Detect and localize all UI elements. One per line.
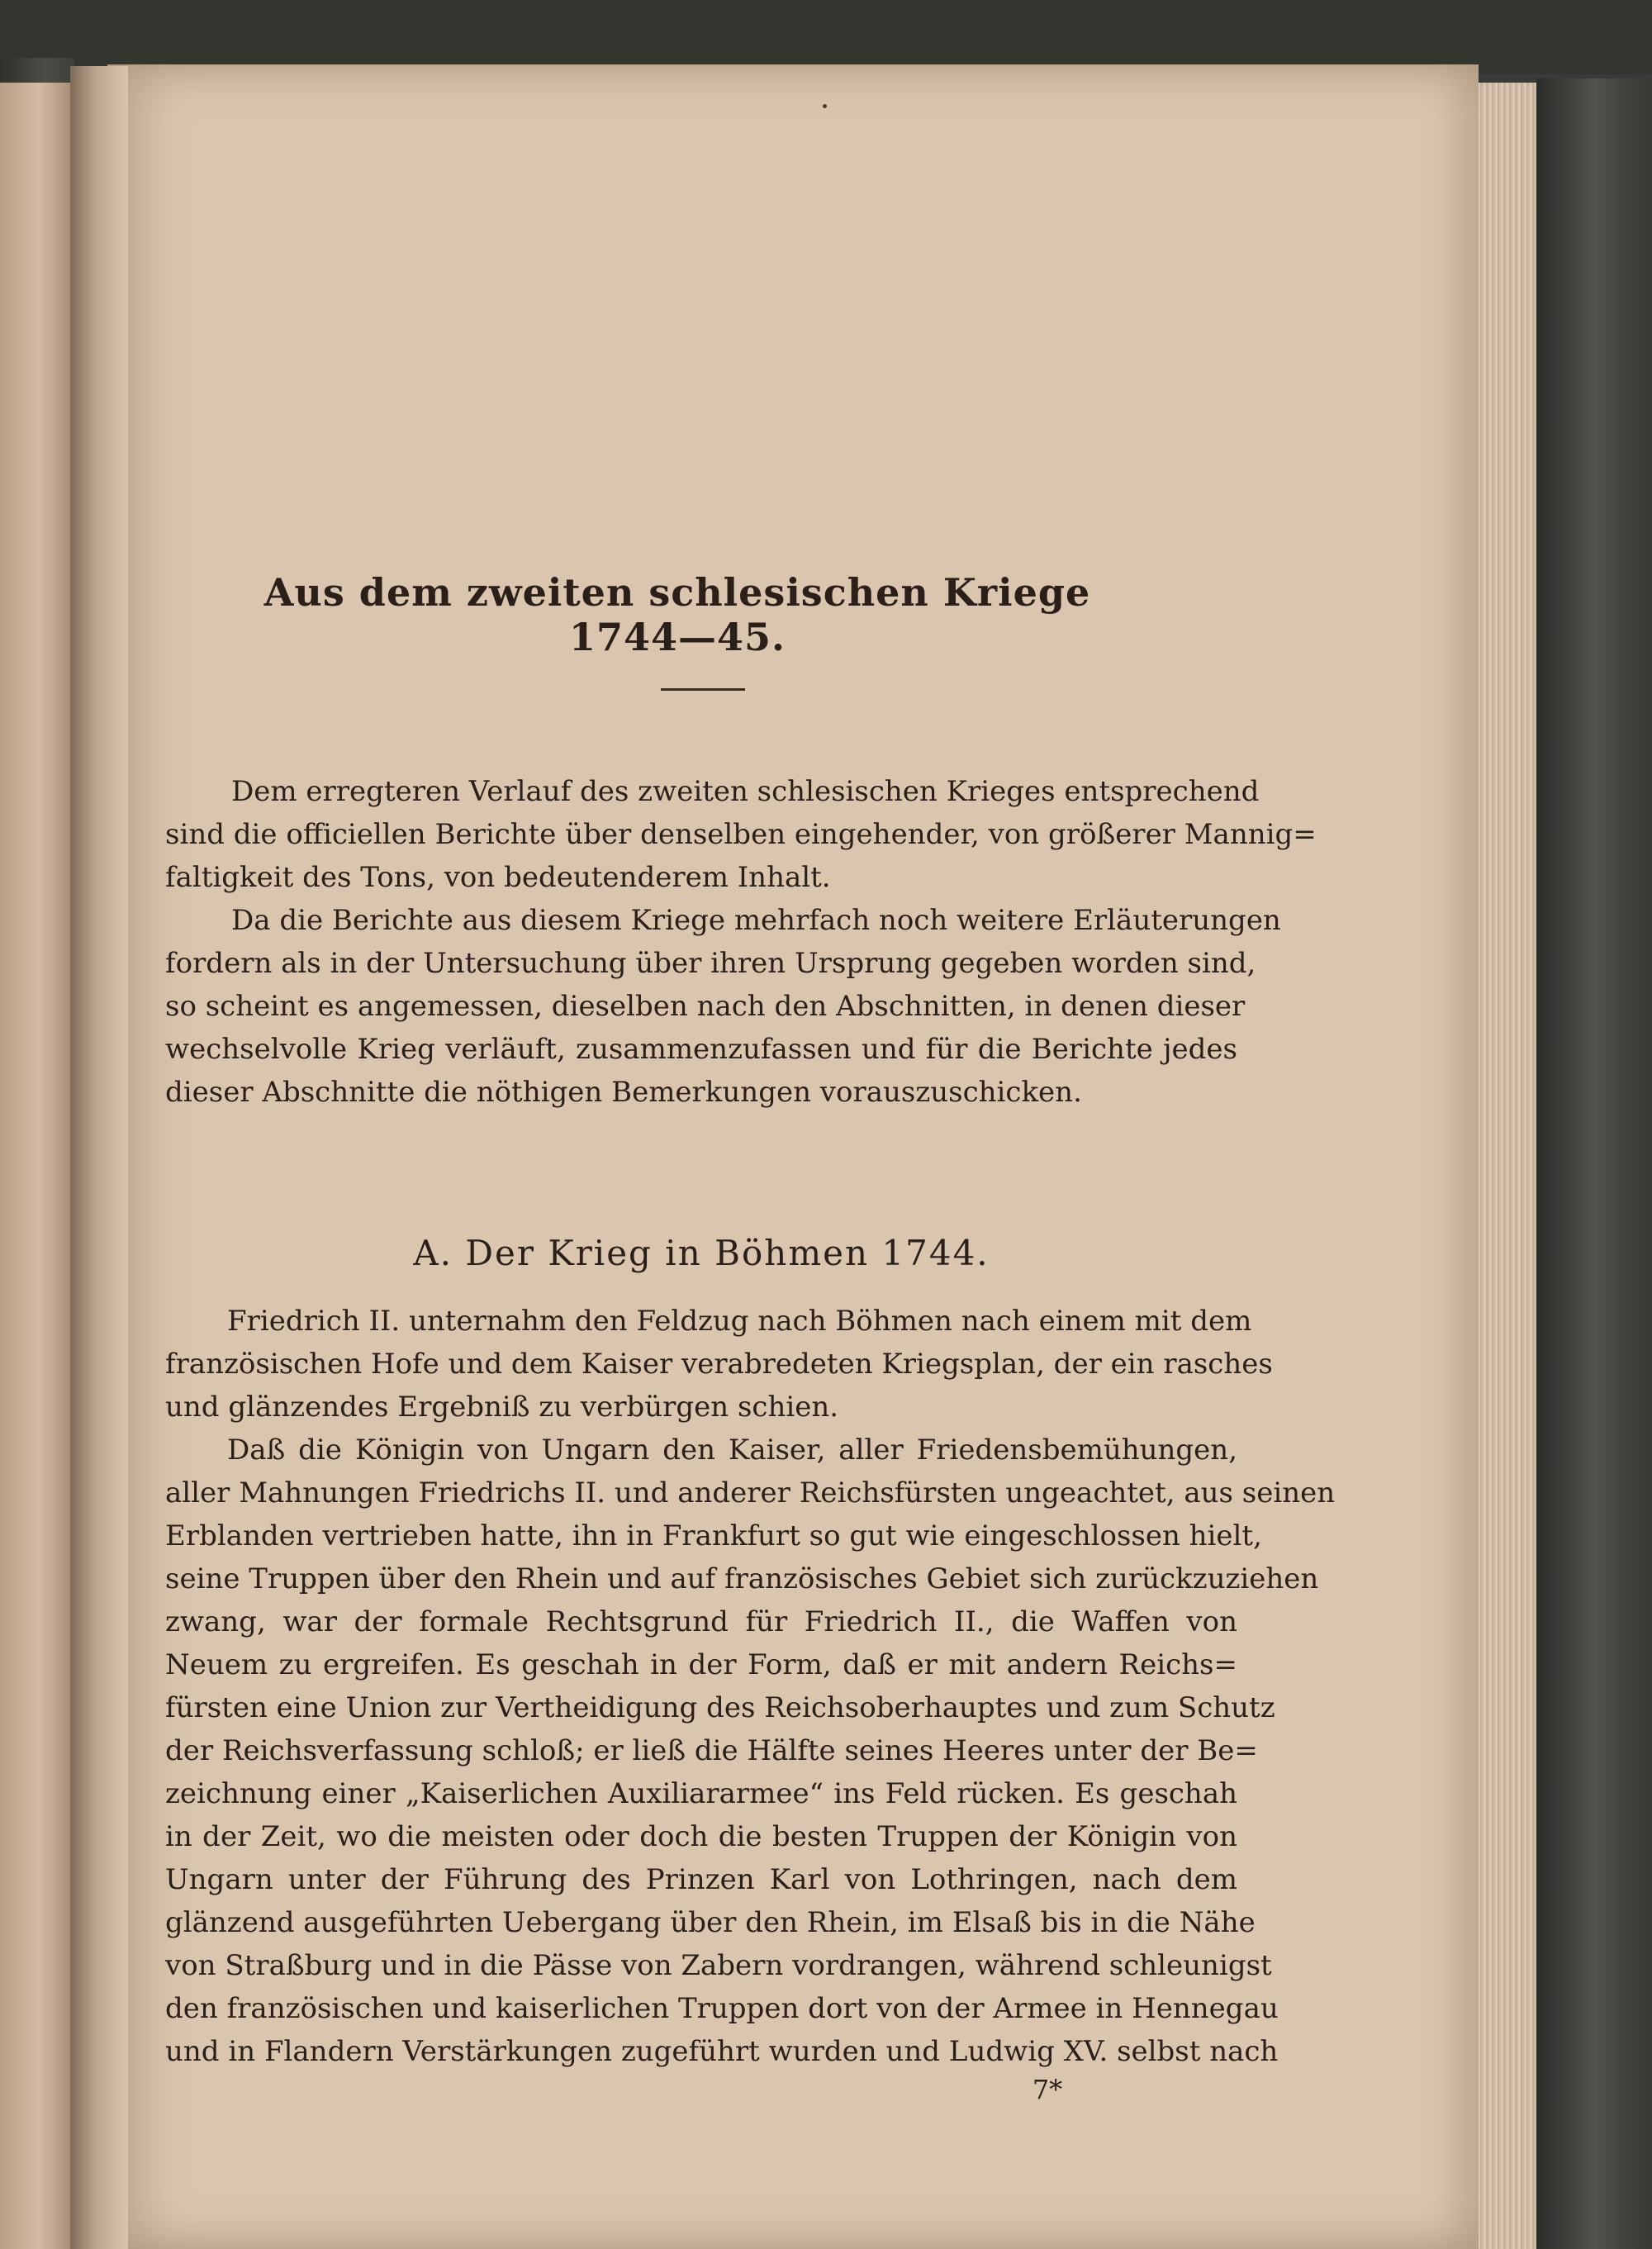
section-line: seine Truppen über den Rhein und auf französisches Gebiet sich zurückzuziehen <box>165 1562 1319 1595</box>
section-line: Ungarn unter der Führung des Prinzen Karl von Lothringen, nach dem <box>165 1863 1237 1896</box>
section-line: Neuem zu ergreifen. Es geschah in der Form, daß er mit andern Reichs= <box>165 1648 1237 1681</box>
section-line: glänzend ausgeführten Uebergang über den Rhein, im Elsaß bis in die Nähe <box>165 1906 1256 1939</box>
intro-line: so scheint es angemessen, dieselben nach den Abschnitten, in denen dieser <box>165 990 1246 1023</box>
section-line: französischen Hofe und dem Kaiser verabredeten Kriegsplan, der ein rasches <box>165 1348 1273 1381</box>
intro-line: faltigkeit des Tons, von bedeutenderem Inhalt. <box>165 861 831 894</box>
section-line: zwang, war der formale Rechtsgrund für Friedrich II., die Waffen von <box>165 1605 1237 1638</box>
section-line: Erblanden vertrieben hatte, ihn in Frankfurt so gut wie eingeschlossen hielt, <box>165 1519 1262 1552</box>
section-line: Friedrich II. unternahm den Feldzug nach Böhmen nach einem mit dem <box>227 1305 1252 1338</box>
section-line: in der Zeit, wo die meisten oder doch die besten Truppen der Königin von <box>165 1820 1237 1853</box>
title-divider <box>661 688 745 691</box>
section-line: Daß die Königin von Ungarn den Kaiser, aller Friedensbemühungen, <box>227 1434 1237 1467</box>
section-line: und in Flandern Verstärkungen zugeführt wurden und Ludwig XV. selbst nach <box>165 2035 1279 2068</box>
intro-line: Dem erregteren Verlauf des zweiten schlesischen Krieges entsprechend <box>231 775 1260 808</box>
page-gutter-shadow <box>70 66 128 2249</box>
section-line: von Straßburg und in die Pässe von Zabern vordrangen, während schleunigst <box>165 1949 1272 1982</box>
intro-line: dieser Abschnitte die nöthigen Bemerkungen vorauszuschicken. <box>165 1076 1082 1109</box>
section-line: zeichnung einer „Kaiserlichen Auxiliararmee“ ins Feld rücken. Es geschah <box>165 1777 1237 1810</box>
signature-mark: 7* <box>1032 2074 1063 2105</box>
section-line: fürsten eine Union zur Vertheidigung des Reichsoberhauptes und zum Schutz <box>165 1691 1275 1724</box>
section-heading: A. Der Krieg in Böhmen 1744. <box>413 1233 990 1273</box>
scan-background-top <box>0 0 1652 74</box>
section-line: aller Mahnungen Friedrichs II. und anderer Reichsfürsten ungeachtet, aus seinen <box>165 1476 1336 1510</box>
page-title: Aus dem zweiten schlesischen Kriege 1744—45. <box>263 570 1091 659</box>
section-line: der Reichsverfassung schloß; er ließ die Hälfte seines Heeres unter der Be= <box>165 1734 1258 1767</box>
facing-page-edge <box>0 83 70 2249</box>
paper-speck <box>823 104 827 108</box>
intro-line: fordern als in der Untersuchung über ihren Ursprung gegeben worden sind, <box>165 947 1256 980</box>
section-line: und glänzendes Ergebniß zu verbürgen schien. <box>165 1391 839 1424</box>
book-binding-right <box>1536 78 1652 2249</box>
intro-line: wechselvolle Krieg verläuft, zusammenzufassen und für die Berichte jedes <box>165 1033 1237 1066</box>
intro-line: sind die officiellen Berichte über denselben eingehender, von größerer Mannig= <box>165 818 1317 851</box>
section-line: den französischen und kaiserlichen Truppen dort von der Armee in Hennegau <box>165 1992 1279 2025</box>
intro-line: Da die Berichte aus diesem Kriege mehrfach noch weitere Erläuterungen <box>231 904 1281 937</box>
